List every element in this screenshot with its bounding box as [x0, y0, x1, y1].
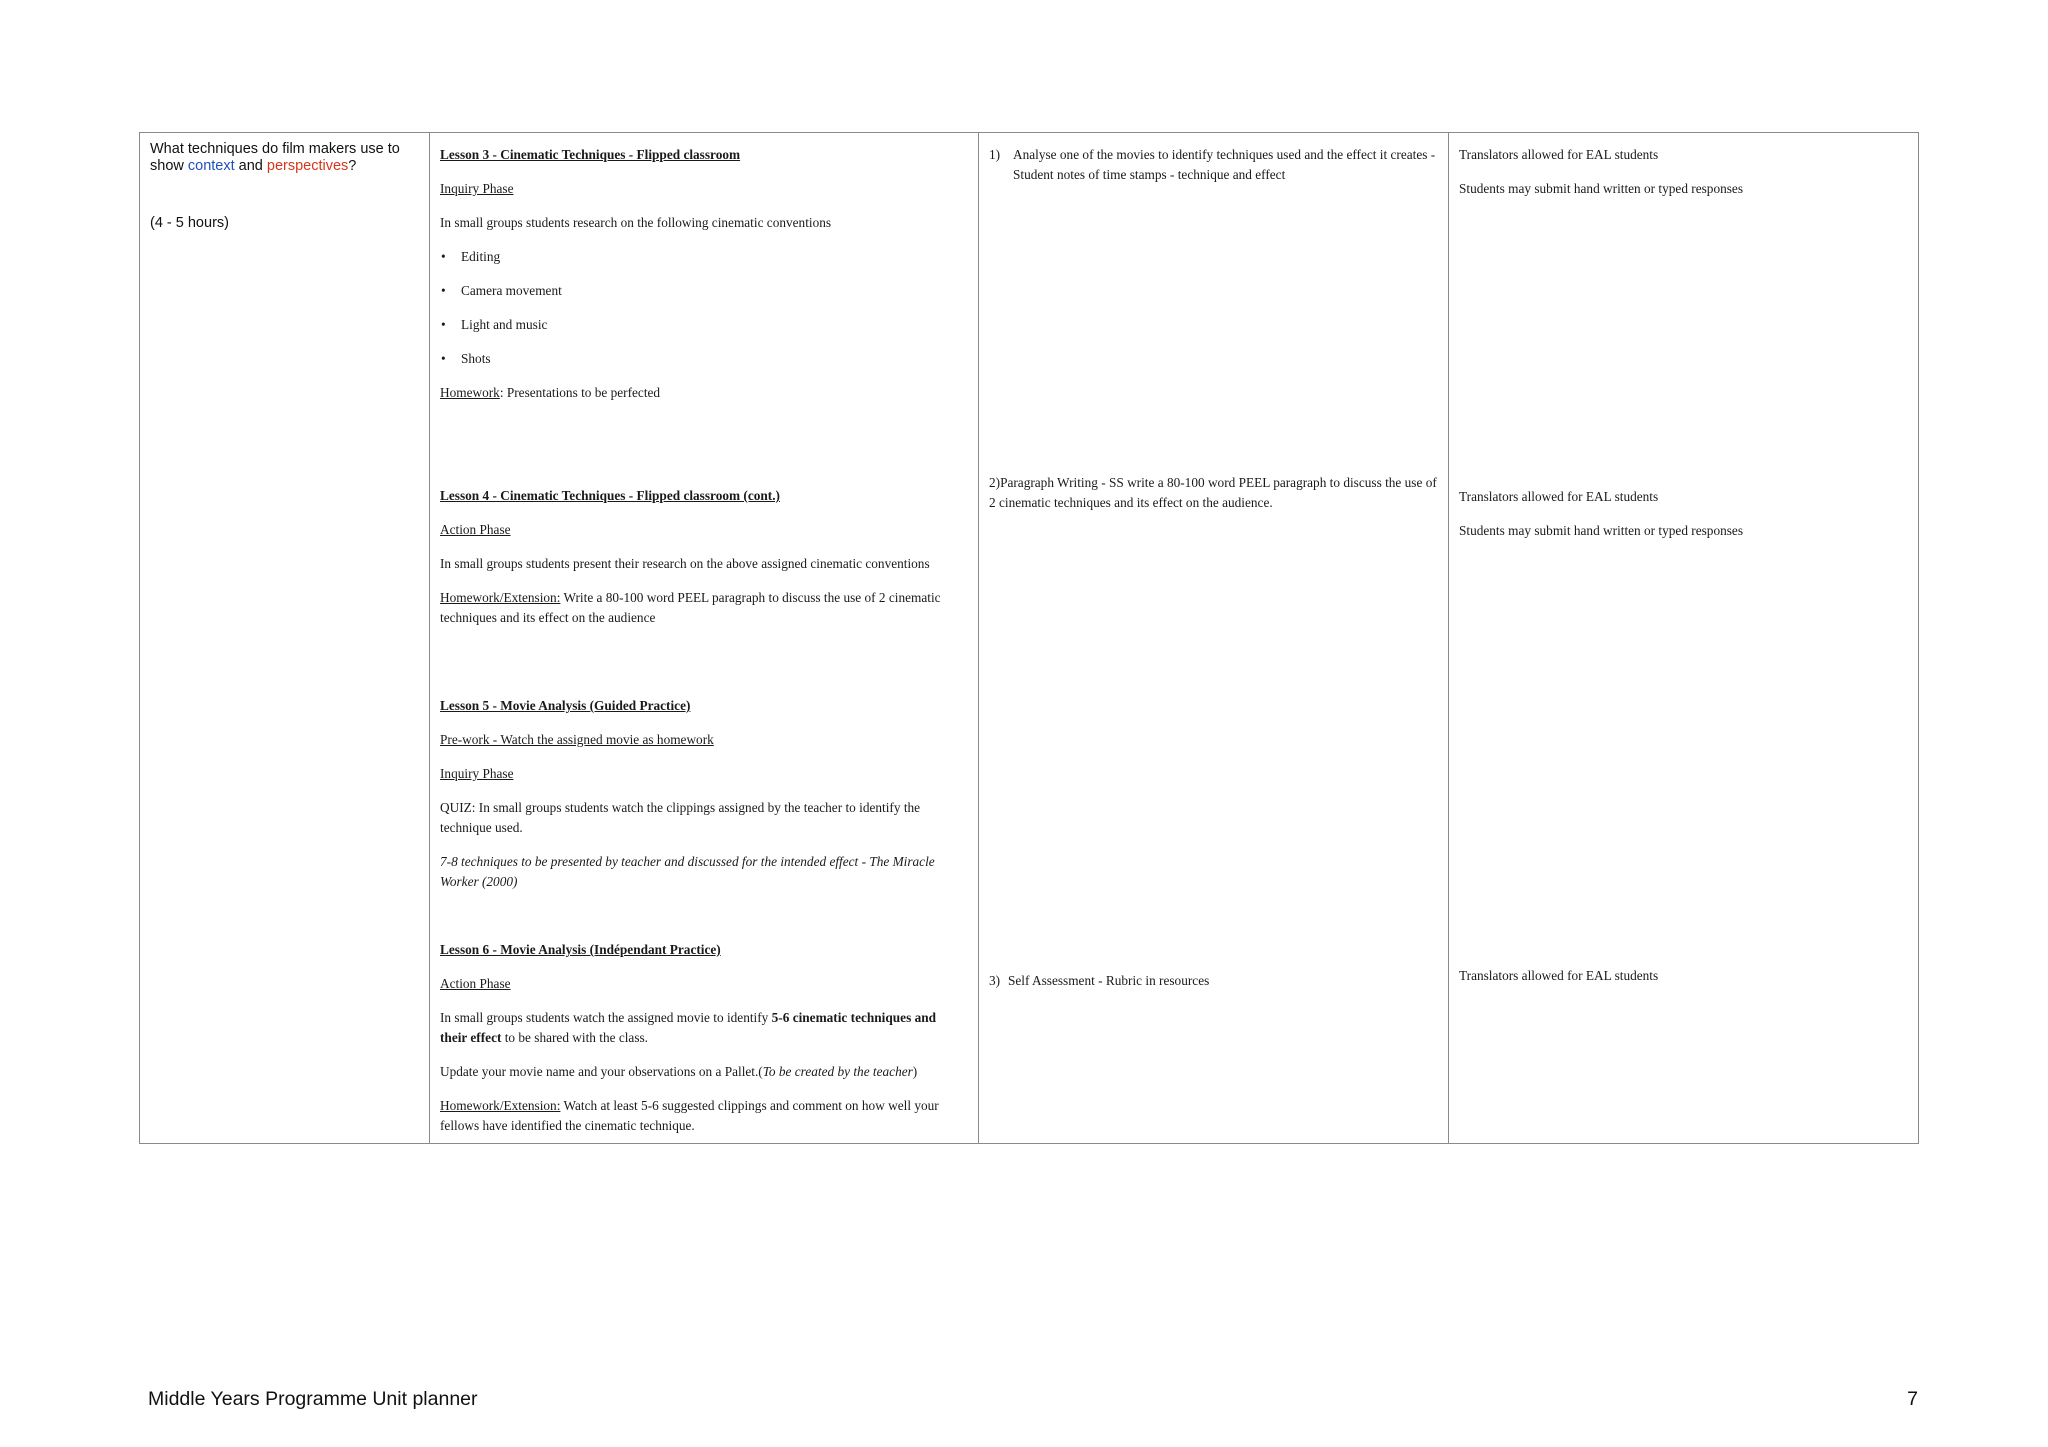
assessment-text: Self Assessment - Rubric in resources: [1008, 973, 1210, 988]
lesson-4-homework: [440, 588, 965, 628]
lesson-4-text: In small groups students present their research on the above assigned cinematic conventions: [440, 556, 930, 571]
lesson-3-homework: [440, 383, 965, 403]
assessment-number: 3): [989, 973, 1001, 988]
list-item: • Camera movement: [440, 281, 965, 301]
update-end: ): [912, 1064, 918, 1079]
lesson-6-title: Lesson 6 - Movie Analysis (Indépendant Practice): [440, 942, 721, 957]
lesson-6-homework: [440, 1096, 965, 1136]
lesson-6-update: [440, 1062, 965, 1082]
assessment-1: [989, 145, 1444, 185]
lesson-5-title: Lesson 5 - Movie Analysis (Guided Practice): [440, 698, 691, 713]
lesson-5-quiz: QUIZ: In small groups students watch the clippings assigned by the teacher to identify the technique used.: [440, 800, 921, 835]
lesson-4-title: Lesson 4 - Cinematic Techniques - Flipped classroom (cont.): [440, 488, 780, 503]
homework-label: Homework: [440, 385, 500, 400]
perspectives-keyword: perspectives: [266, 158, 349, 174]
differentiation-line: Translators allowed for EAL students: [1459, 147, 1659, 162]
duration-hours: (4 - 5 hours): [150, 215, 229, 231]
assessment-3: [989, 971, 1444, 991]
lesson-6: [440, 940, 965, 1150]
lesson-6-text-start: In small groups students watch the assigned movie to identify: [440, 1010, 772, 1025]
lesson-5-note: 7-8 techniques to be presented by teacher and discussed for the intended effect - The Miracle Worker (2000): [440, 854, 935, 889]
differentiation-line: Students may submit hand written or typed responses: [1459, 523, 1744, 538]
differentiation-2: [1459, 487, 1909, 555]
differentiation-1: [1459, 145, 1909, 213]
inquiry-question-column: [140, 133, 429, 1143]
lesson-3-phase: Inquiry Phase: [440, 181, 514, 196]
homework-label: Homework/Extension:: [440, 590, 561, 605]
question-conjunction: and: [234, 158, 267, 174]
lesson-3: [440, 145, 965, 417]
homework-label: Homework/Extension:: [440, 1098, 561, 1113]
lesson-4-phase: Action Phase: [440, 522, 511, 537]
unit-planner-table: [139, 132, 1919, 1144]
lesson-6-text-emphasis: 5-6 cinematic techniques and their effect: [440, 1010, 937, 1045]
list-item: • Light and music: [440, 315, 965, 335]
question-text: What techniques do film makers use to show: [150, 141, 400, 174]
homework-text: Write a 80-100 word PEEL paragraph to discuss the use of 2 cinematic techniques and its effect on the audience: [440, 590, 941, 625]
lesson-5: [440, 696, 965, 906]
footer-title: Middle Years Programme Unit planner: [148, 1388, 478, 1410]
learning-experiences-column: [429, 133, 978, 1143]
page-number: 7: [1907, 1388, 1918, 1410]
lesson-3-intro: In small groups students research on the following cinematic conventions: [440, 215, 832, 230]
cinematic-conventions-list: [440, 247, 965, 369]
homework-text: Watch at least 5-6 suggested clippings and comment on how well your fellows have identified the cinematic technique.: [440, 1098, 939, 1133]
differentiation-line: Translators allowed for EAL students: [1459, 968, 1659, 983]
update-italic: To be created by the teacher: [762, 1064, 913, 1079]
inquiry-question: [150, 141, 420, 175]
list-item: • Shots: [440, 349, 965, 369]
lesson-3-title: Lesson 3 - Cinematic Techniques - Flipped classroom: [440, 147, 741, 162]
assessment-2: 2)Paragraph Writing - SS write a 80-100 word PEEL paragraph to discuss the use of 2 cinematic techniques and its effect on the audience.: [989, 475, 1437, 510]
assessment-column: [978, 133, 1448, 1143]
assessment-number: 1): [989, 147, 1001, 162]
assessment-text: Analyse one of the movies to identify techniques used and the effect it creates - Student notes of time stamps - technique and effect: [1013, 147, 1436, 182]
differentiation-column: [1448, 133, 1918, 1143]
update-text: Update your movie name and your observations on a Pallet.(: [440, 1064, 763, 1079]
lesson-6-text: [440, 1008, 965, 1048]
differentiation-line: Translators allowed for EAL students: [1459, 489, 1659, 504]
differentiation-3: [1459, 966, 1909, 1000]
lesson-5-phase: Inquiry Phase: [440, 766, 514, 781]
lesson-5-prework: Pre-work - Watch the assigned movie as homework: [440, 732, 714, 747]
differentiation-line: Students may submit hand written or typed responses: [1459, 181, 1744, 196]
lesson-6-phase: Action Phase: [440, 976, 511, 991]
homework-text: : Presentations to be perfected: [499, 385, 661, 400]
list-item: • Editing: [440, 247, 965, 267]
lesson-4: [440, 486, 965, 642]
lesson-6-text-end: to be shared with the class.: [501, 1030, 649, 1045]
question-mark: ?: [348, 158, 357, 174]
context-keyword: context: [187, 158, 235, 174]
